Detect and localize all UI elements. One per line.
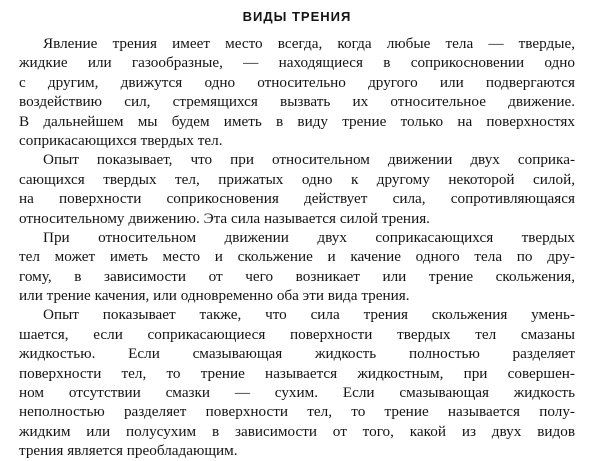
text-line: ном отсутствии смазки — сухим. Если смазывающая жидкость (19, 384, 575, 402)
paragraph-1 (19, 34, 575, 150)
text-line: Явление трения имеет место всегда, когда любые тела — твердые, (43, 35, 575, 52)
text-line: Опыт показывает, что при относительном движении двух соприка- (43, 151, 575, 169)
text-line: на поверхности соприкосновения действует сила, сопротивляющаяся (19, 190, 575, 208)
text-line: жидкие или газообразные, — находящиеся в соприкосновении одно (19, 54, 575, 72)
section-title: ВИДЫ ТРЕНИЯ (242, 9, 352, 24)
text-line: поверхности тел, то трение называется жидкостным, при совершен- (19, 364, 575, 382)
text-line: с другим, движутся одно относительно другого или подвергаются (19, 73, 575, 91)
text-line: или трение качения, или одновременно оба эти вида трения. (19, 287, 410, 305)
text-line: воздействию сил, стремящихся вызвать их относительное движение. (19, 93, 575, 111)
text-line: При относительном движении двух соприкасающихся твердых (43, 228, 575, 246)
text-line: жидкостью. Если смазывающая жидкость полностью разделяет (19, 345, 575, 363)
text-line: относительному движению. Эта сила называется силой трения. (19, 209, 430, 227)
text-line: Опыт показывает также, что сила трения скольжения умень- (43, 306, 575, 324)
text-line: трения является преобладающим. (19, 442, 238, 460)
text-line: тел может иметь место и скольжение и качение одного тела по дру- (19, 248, 575, 266)
text-line: В дальнейшем мы будем иметь в виду трение только на поверхностях (19, 112, 575, 130)
text-line: сающихся твердых тел, прижатых одно к другому некоторой силой, (19, 170, 575, 188)
text-line: жидким или полусухим в зависимости от того, какой из двух видов (19, 422, 575, 440)
text-line: гому, в зависимости от чего возникает или трение скольжения, (19, 267, 575, 285)
paragraph-3 (19, 228, 575, 306)
text-line: неполностью разделяет поверхности тел, то трение называется полу- (19, 403, 575, 421)
text-line: шается, если соприкасающиеся поверхности твердых тел смазаны (19, 325, 575, 343)
paragraph-2 (19, 150, 575, 228)
text-line: соприкасающихся твердых тел. (19, 131, 223, 149)
paragraph-4 (19, 305, 575, 460)
document-page (19, 6, 575, 461)
